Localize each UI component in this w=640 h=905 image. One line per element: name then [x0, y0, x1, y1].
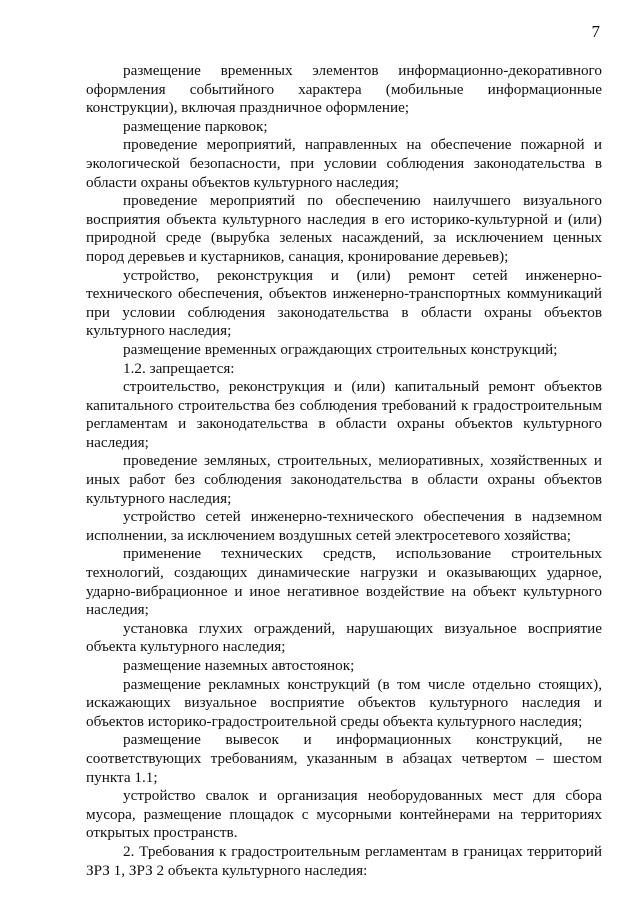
- paragraph-parking-lots: размещение наземных автостоянок;: [123, 657, 355, 674]
- paragraph-temporary-fences: размещение временных ограждающих строительных конструкций;: [123, 340, 558, 358]
- paragraph-overhead-networks: устройство сетей инженерно-технического обеспечения в надземном исполнении, за исключением воздушных сетей электросетевого хозяйства;: [86, 508, 602, 544]
- paragraph-waste: устройство свалок и организация необорудованных мест для сбора мусора, размещение площадок с мусорными контейнерами на территориях открытых пространств.: [86, 787, 602, 842]
- page-number: 7: [591, 22, 600, 41]
- paragraph-earthworks: проведение земляных, строительных, мелиоративных, хозяйственных и иных работ без соблюдения законодательства в области охраны объектов культурного наследия;: [86, 452, 602, 507]
- paragraph-signage: размещение вывесок и информационных конструкций, не соответствующих требованиям, указанным в абзацах четвертом – шестом пункта 1.1;: [86, 731, 602, 786]
- paragraph-advertising: размещение рекламных конструкций (в том числе отдельно стоящих), искажающих визуальное восприятие объектов культурного наследия и объектов историко-градостроительной среды объекта культурного наследия;: [86, 675, 602, 730]
- paragraph-construction: строительство, реконструкция и (или) капитальный ремонт объектов капитального строительства без соблюдения требований к градостроительным регламентам и законодательства в области охраны объектов культурного наследия;: [86, 378, 602, 451]
- paragraph-engineering-networks: устройство, реконструкция и (или) ремонт сетей инженерно-технического обеспечения, объектов инженерно-транспортных коммуникаций при условии соблюдения законодательства в области охраны объектов культурного наследия;: [86, 266, 602, 340]
- paragraph-blind-fences: установка глухих ограждений, нарушающих визуальное восприятие объекта культурного наследия;: [86, 619, 602, 656]
- paragraph-dynamic-loads: применение технических средств, использование строительных технологий, создающих динамические нагрузки и оказывающих ударное, ударно-вибрационное и иное негативное воздействие на объект культурного наследия;: [86, 545, 602, 619]
- paragraph-decorative-elements: размещение временных элементов информационно-декоративного оформления событийного характера (мобильные информационные конструкции), включая праздничное оформление;: [86, 62, 602, 117]
- paragraph-fire-safety: проведение мероприятий, направленных на обеспечение пожарной и экологической безопасности, при условии соблюдения законодательства в области охраны объектов культурного наследия;: [86, 136, 602, 191]
- document-body: [86, 62, 602, 880]
- paragraph-parking: размещение парковок;: [123, 117, 268, 135]
- paragraph-prohibited-heading: 1.2. запрещается:: [123, 359, 235, 377]
- paragraph-section-2: 2. Требования к градостроительным регламентам в границах территорий ЗРЗ 1, ЗРЗ 2 объекта культурного наследия:: [86, 842, 602, 879]
- paragraph-visual-perception: проведение мероприятий по обеспечению наилучшего визуального восприятия объекта культурного наследия в его историко-культурной и (или) природной среде (вырубка зеленых насаждений, за исключением ценных пород деревьев и кустарников, санация, кронирование деревьев);: [86, 192, 602, 265]
